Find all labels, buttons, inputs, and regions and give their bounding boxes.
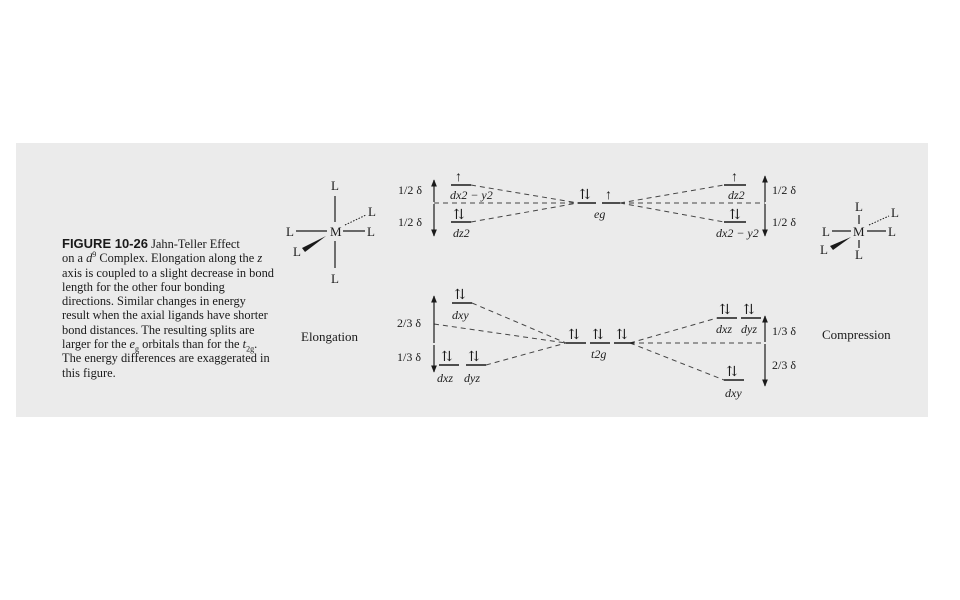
caption-z: z xyxy=(257,251,263,266)
electron-pair: ⇅ xyxy=(616,328,628,343)
caption-eg-sub: g xyxy=(135,344,140,354)
electron-pair: ⇅ xyxy=(729,208,741,223)
caption-t2g-sub: 2g xyxy=(246,344,255,354)
electron-single: ↑ xyxy=(455,170,462,185)
delta-two-thirds-right: 2/3 δ xyxy=(772,358,796,372)
electron-pair: ⇅ xyxy=(441,350,453,365)
electron-pair: ⇅ xyxy=(592,328,604,343)
compressed-complex xyxy=(820,199,899,262)
ligand-top: L xyxy=(331,178,339,193)
delta-half-lower-right: 1/2 δ xyxy=(772,215,796,229)
delta-two-thirds-left: 2/3 δ xyxy=(397,316,421,330)
metal-center: M xyxy=(330,224,342,239)
ligand-bottom: L xyxy=(855,247,863,262)
label-eg: eg xyxy=(594,207,606,221)
electron-pair: ⇅ xyxy=(454,288,466,303)
label-dxy-right: dxy xyxy=(725,386,742,400)
delta-half-upper-right: 1/2 δ xyxy=(772,183,796,197)
ligand-front: L xyxy=(293,244,301,259)
elongated-complex xyxy=(286,178,376,286)
bond-wedge xyxy=(830,237,851,250)
label-t2g: t2g xyxy=(591,347,607,361)
ligand-left: L xyxy=(286,224,294,239)
electron-pair: ⇅ xyxy=(719,303,731,318)
label-dyz-left: dyz xyxy=(464,371,480,385)
metal-center: M xyxy=(853,224,865,239)
caption-d: d xyxy=(86,251,93,266)
ligand-back: L xyxy=(891,205,899,220)
ligand-top: L xyxy=(855,199,863,214)
electron-pair: ⇅ xyxy=(726,365,738,380)
label-dx2y2-right: dx2 − y2 xyxy=(716,226,759,240)
delta-third-left: 1/3 δ xyxy=(397,350,421,364)
caption-text: on a xyxy=(62,251,87,266)
caption-t2g: t xyxy=(242,337,247,352)
label-dxz-right: dxz xyxy=(716,322,732,336)
ligand-left: L xyxy=(822,224,830,239)
electron-pair: ⇅ xyxy=(579,188,591,203)
delta-half-upper-left: 1/2 δ xyxy=(398,183,422,197)
caption-text: orbitals than for the xyxy=(139,337,243,352)
electron-pair: ⇅ xyxy=(453,208,465,223)
elongation-label: Elongation xyxy=(301,329,359,344)
bond-back xyxy=(869,216,889,225)
electron-single: ↑ xyxy=(731,170,738,185)
electron-pair: ⇅ xyxy=(743,303,755,318)
figure-title: Jahn-Teller Effect xyxy=(151,237,240,251)
label-dz2-right: dz2 xyxy=(728,188,745,202)
label-dyz-right: dyz xyxy=(741,322,757,336)
ligand-front: L xyxy=(820,242,828,257)
electron-pair: ⇅ xyxy=(468,350,480,365)
electron-pair: ⇅ xyxy=(568,328,580,343)
delta-half-lower-left: 1/2 δ xyxy=(398,215,422,229)
caption-text: . The energy differences are exaggerated in this figure. xyxy=(62,337,270,380)
delta-third-right: 1/3 δ xyxy=(772,324,796,338)
caption-text: axis is coupled to a slight decrease in bond length for the other four bonding directions. Similar changes in energy result when the axial ligands have shorter bond distances. The resulting splits are larger for the xyxy=(62,265,274,352)
bond-wedge xyxy=(302,236,326,252)
label-dxz-left: dxz xyxy=(437,371,453,385)
figure-number: FIGURE 10-26 xyxy=(62,236,148,251)
caption-eg: e xyxy=(129,337,136,352)
caption-text: Complex. Elongation along the xyxy=(96,251,258,266)
label-dz2-left: dz2 xyxy=(453,226,470,240)
label-dx2y2-left: dx2 − y2 xyxy=(450,188,493,202)
label-dxy-left: dxy xyxy=(452,308,469,322)
bond-back xyxy=(345,215,366,225)
electron-single: ↑ xyxy=(605,188,612,203)
ligand-right: L xyxy=(367,224,375,239)
ligand-right: L xyxy=(888,224,896,239)
ligand-back: L xyxy=(368,204,376,219)
compression-label: Compression xyxy=(822,327,891,342)
ligand-bottom: L xyxy=(331,271,339,286)
caption-d-sup: 9 xyxy=(92,250,97,260)
